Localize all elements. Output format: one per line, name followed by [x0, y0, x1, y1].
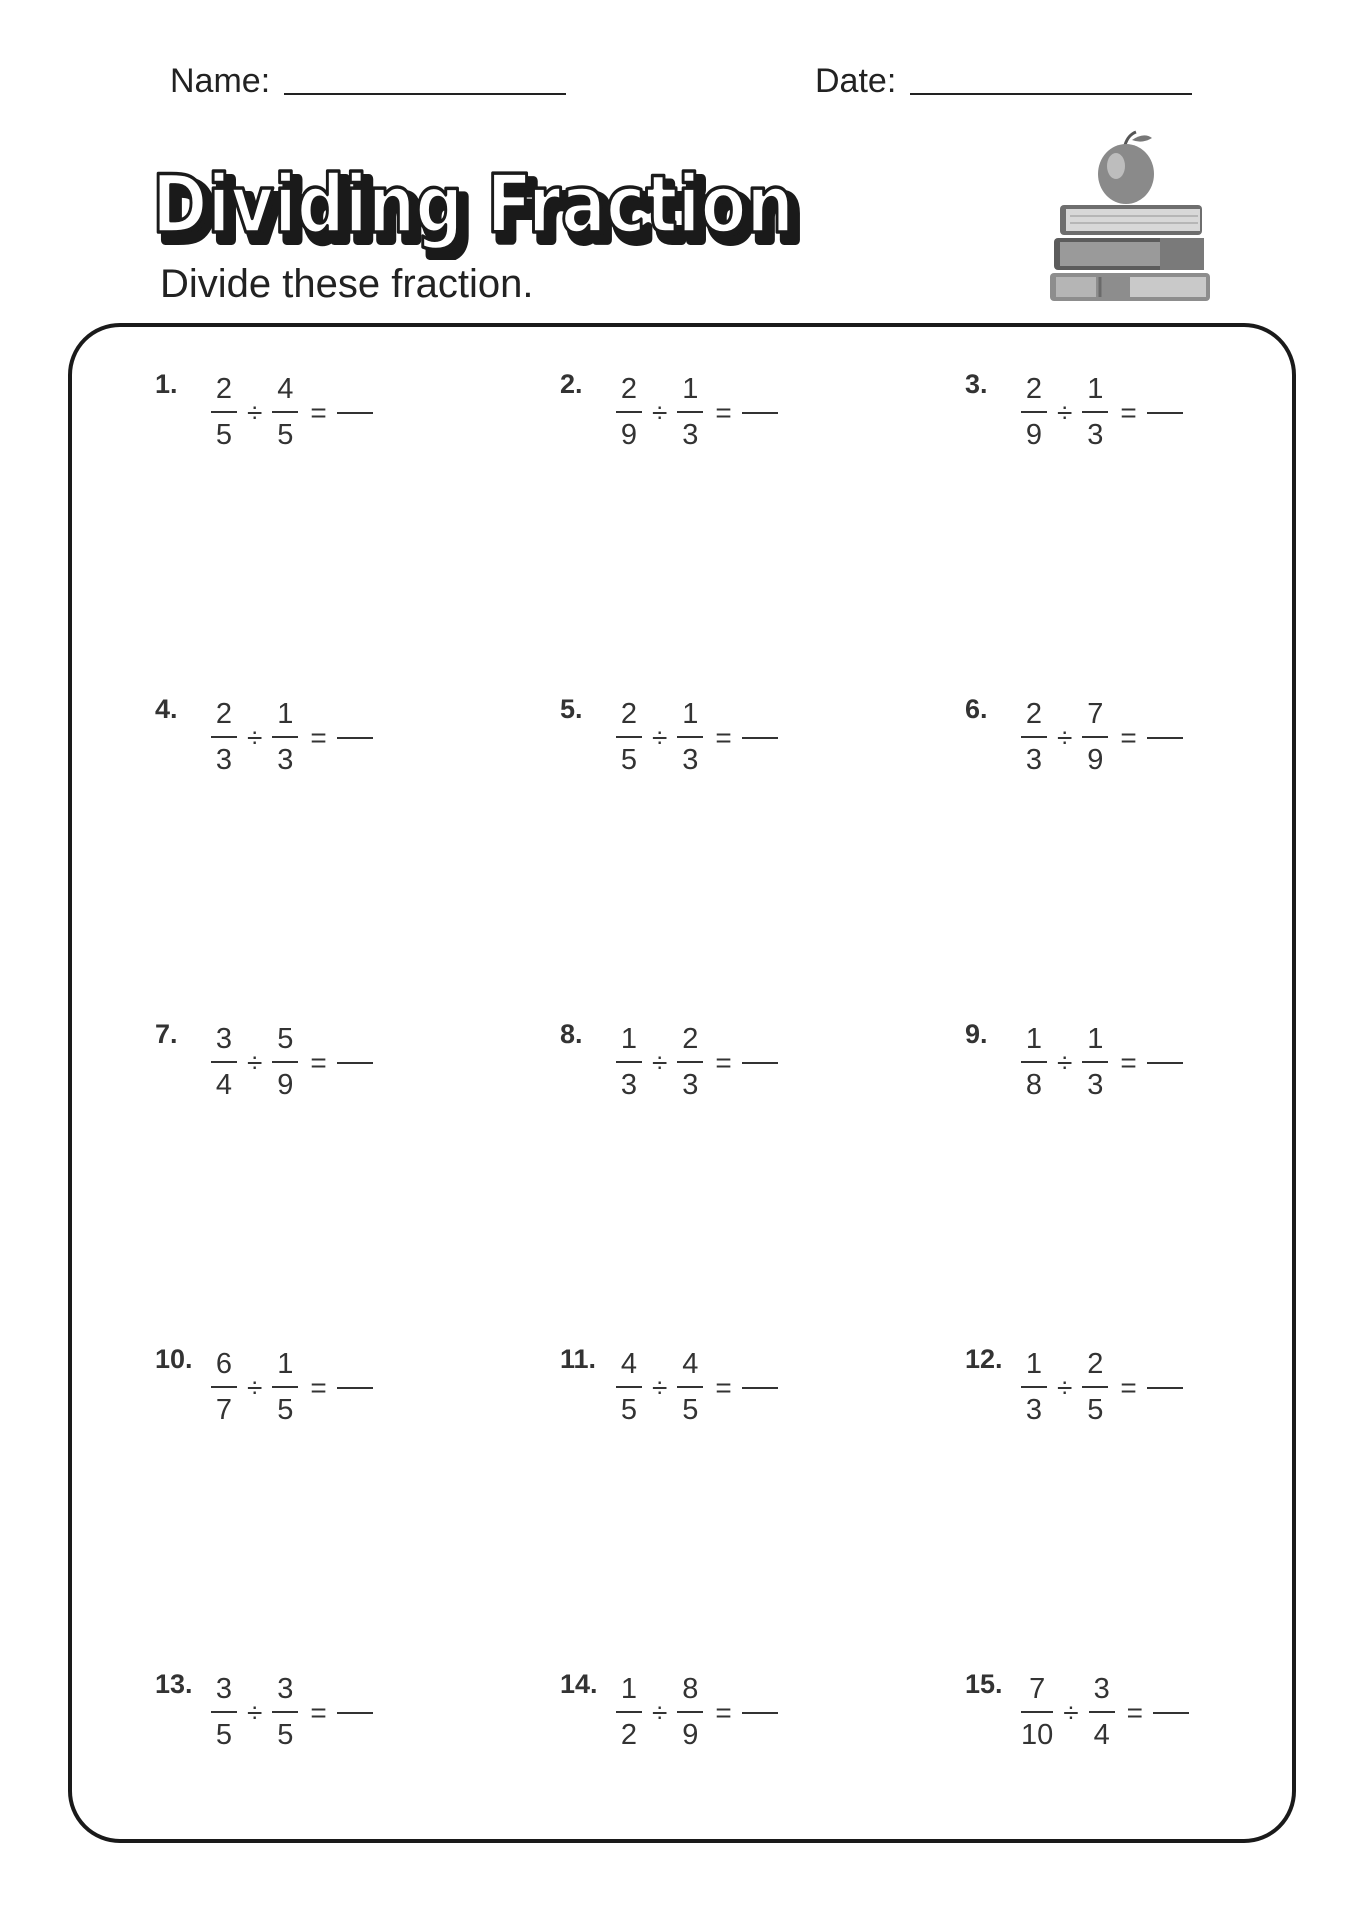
dividend-fraction [211, 1350, 237, 1425]
problem-12 [965, 1344, 1183, 1426]
problem-2 [560, 369, 778, 451]
dividend-denominator: 9 [1025, 419, 1043, 451]
divisor-fraction [677, 1025, 703, 1100]
problem-6 [965, 694, 1183, 776]
divide-sign: ÷ [652, 1696, 668, 1728]
divisor-denominator: 5 [277, 419, 294, 451]
dividend-fraction [1021, 700, 1047, 775]
dividend-numerator: 4 [620, 1348, 638, 1380]
divisor-numerator: 4 [682, 1348, 699, 1380]
problem-number: 8. [560, 1019, 583, 1049]
problem-number: 6. [965, 694, 988, 724]
problem-11 [560, 1344, 778, 1426]
dividend-denominator: 5 [215, 1719, 233, 1751]
divisor-denominator: 5 [1087, 1394, 1104, 1426]
divisor-denominator: 3 [682, 744, 699, 776]
dividend-denominator: 3 [1025, 1394, 1043, 1426]
problem-13 [155, 1669, 373, 1751]
divisor-denominator: 5 [682, 1394, 699, 1426]
problem-number: 5. [560, 694, 583, 724]
divisor-numerator: 7 [1087, 698, 1104, 730]
dividend-numerator: 3 [215, 1023, 233, 1055]
dividend-denominator: 5 [620, 1394, 638, 1426]
answer-blank[interactable] [1147, 412, 1183, 414]
divisor-numerator: 3 [1093, 1673, 1110, 1705]
divisor-fraction [1082, 1350, 1108, 1425]
equals-sign: = [715, 396, 732, 428]
divisor-fraction [272, 1675, 298, 1750]
divide-sign: ÷ [247, 396, 263, 428]
answer-blank[interactable] [337, 1712, 373, 1714]
equals-sign: = [715, 1696, 732, 1728]
problem-number: 2. [560, 369, 583, 399]
equals-sign: = [310, 1371, 327, 1403]
answer-blank[interactable] [1153, 1712, 1189, 1714]
dividend-denominator: 5 [215, 419, 233, 451]
dividend-fraction [616, 700, 642, 775]
dividend-numerator: 6 [215, 1348, 233, 1380]
dividend-denominator: 3 [215, 744, 233, 776]
divisor-denominator: 5 [277, 1719, 294, 1751]
dividend-numerator: 2 [1025, 373, 1043, 405]
divisor-numerator: 4 [277, 373, 294, 405]
problem-1 [155, 369, 373, 451]
divide-sign: ÷ [652, 1371, 668, 1403]
equals-sign: = [1120, 1046, 1137, 1078]
problem-number: 7. [155, 1019, 178, 1049]
answer-blank[interactable] [742, 412, 778, 414]
equals-sign: = [1120, 1371, 1137, 1403]
divisor-numerator: 1 [682, 373, 699, 405]
answer-blank[interactable] [742, 737, 778, 739]
apple-on-books-icon [1040, 130, 1220, 305]
divisor-denominator: 9 [1087, 744, 1104, 776]
problem-5 [560, 694, 778, 776]
dividend-fraction [211, 700, 237, 775]
divide-sign: ÷ [1057, 1371, 1073, 1403]
divisor-numerator: 8 [682, 1673, 699, 1705]
divisor-fraction [272, 700, 298, 775]
answer-blank[interactable] [337, 1387, 373, 1389]
divisor-numerator: 1 [277, 698, 294, 730]
divisor-fraction [1082, 375, 1108, 450]
name-label: Name: [170, 62, 271, 100]
problem-number: 14. [560, 1669, 598, 1699]
equals-sign: = [310, 721, 327, 753]
worksheet-title [150, 150, 810, 260]
divisor-denominator: 3 [1087, 419, 1104, 451]
equals-sign: = [715, 1046, 732, 1078]
problem-number: 13. [155, 1669, 193, 1699]
problem-number: 10. [155, 1344, 193, 1374]
dividend-fraction [1021, 1350, 1047, 1425]
divisor-numerator: 3 [277, 1673, 294, 1705]
divisor-denominator: 9 [682, 1719, 699, 1751]
divisor-numerator: 5 [277, 1023, 294, 1055]
divide-sign: ÷ [247, 1046, 263, 1078]
dividend-fraction [1021, 375, 1047, 450]
divide-sign: ÷ [1063, 1696, 1079, 1728]
dividend-numerator: 1 [620, 1023, 638, 1055]
divisor-fraction [272, 1025, 298, 1100]
equals-sign: = [310, 1696, 327, 1728]
dividend-numerator: 2 [215, 698, 233, 730]
divisor-fraction [272, 1350, 298, 1425]
dividend-denominator: 8 [1025, 1069, 1043, 1101]
dividend-numerator: 7 [1029, 1673, 1046, 1705]
title-text: Dividing Fraction [152, 158, 794, 251]
dividend-fraction [1021, 1025, 1047, 1100]
dividend-numerator: 1 [1025, 1348, 1043, 1380]
divide-sign: ÷ [247, 1696, 263, 1728]
date-label: Date: [815, 62, 897, 100]
divisor-denominator: 5 [277, 1394, 294, 1426]
dividend-denominator: 3 [1025, 744, 1043, 776]
answer-blank[interactable] [1147, 737, 1183, 739]
dividend-fraction [1021, 1675, 1053, 1750]
divisor-fraction [677, 375, 703, 450]
divisor-fraction [272, 375, 298, 450]
instructions: Divide these fraction. [160, 262, 534, 306]
equals-sign: = [1120, 396, 1137, 428]
problem-4 [155, 694, 373, 776]
problem-15 [965, 1669, 1189, 1751]
dividend-fraction [616, 1350, 642, 1425]
answer-blank[interactable] [337, 737, 373, 739]
equals-sign: = [310, 396, 327, 428]
divisor-denominator: 3 [277, 744, 294, 776]
divisor-denominator: 3 [682, 1069, 699, 1101]
divide-sign: ÷ [652, 396, 668, 428]
problem-14 [560, 1669, 778, 1751]
divide-sign: ÷ [1057, 721, 1073, 753]
divisor-fraction [1082, 700, 1108, 775]
date-blank-line[interactable] [910, 92, 1192, 95]
divide-sign: ÷ [247, 1371, 263, 1403]
dividend-denominator: 7 [215, 1394, 233, 1426]
equals-sign: = [1126, 1696, 1143, 1728]
divide-sign: ÷ [652, 721, 668, 753]
problem-number: 15. [965, 1669, 1003, 1699]
dividend-numerator: 3 [215, 1673, 233, 1705]
problem-number: 1. [155, 369, 178, 399]
dividend-fraction [211, 1675, 237, 1750]
divisor-fraction [677, 1350, 703, 1425]
name-field[interactable] [170, 62, 566, 101]
dividend-numerator: 2 [620, 373, 638, 405]
dividend-numerator: 2 [620, 698, 638, 730]
answer-blank[interactable] [1147, 1387, 1183, 1389]
dividend-numerator: 2 [215, 373, 233, 405]
dividend-denominator: 3 [620, 1069, 638, 1101]
equals-sign: = [715, 1371, 732, 1403]
divisor-numerator: 1 [1087, 1023, 1104, 1055]
problem-number: 3. [965, 369, 988, 399]
answer-blank[interactable] [337, 412, 373, 414]
dividend-fraction [616, 375, 642, 450]
divisor-denominator: 3 [682, 419, 699, 451]
problem-number: 11. [560, 1344, 597, 1374]
dividend-denominator: 10 [1021, 1719, 1054, 1751]
divisor-fraction [677, 700, 703, 775]
problem-10 [155, 1344, 373, 1426]
dividend-fraction [211, 1025, 237, 1100]
name-blank-line[interactable] [284, 92, 566, 95]
divisor-fraction [677, 1675, 703, 1750]
dividend-denominator: 2 [620, 1719, 638, 1751]
date-field[interactable] [815, 62, 1192, 101]
dividend-numerator: 2 [1025, 698, 1043, 730]
answer-blank[interactable] [742, 1062, 778, 1064]
divisor-denominator: 3 [1087, 1069, 1104, 1101]
divide-sign: ÷ [1057, 396, 1073, 428]
answer-blank[interactable] [1147, 1062, 1183, 1064]
answer-blank[interactable] [742, 1712, 778, 1714]
divisor-denominator: 4 [1093, 1719, 1110, 1751]
divisor-fraction [1089, 1675, 1115, 1750]
dividend-numerator: 1 [620, 1673, 638, 1705]
divisor-numerator: 1 [277, 1348, 294, 1380]
divisor-numerator: 2 [1087, 1348, 1104, 1380]
problem-8 [560, 1019, 778, 1101]
answer-blank[interactable] [337, 1062, 373, 1064]
dividend-fraction [211, 375, 237, 450]
title-shadow: Dividing Fraction [159, 166, 801, 259]
divisor-denominator: 9 [277, 1069, 294, 1101]
answer-blank[interactable] [742, 1387, 778, 1389]
dividend-numerator: 1 [1025, 1023, 1043, 1055]
equals-sign: = [310, 1046, 327, 1078]
equals-sign: = [715, 721, 732, 753]
divisor-numerator: 1 [682, 698, 699, 730]
problem-3 [965, 369, 1183, 451]
problem-9 [965, 1019, 1183, 1101]
divisor-fraction [1082, 1025, 1108, 1100]
dividend-denominator: 5 [620, 744, 638, 776]
divide-sign: ÷ [1057, 1046, 1073, 1078]
dividend-fraction [616, 1025, 642, 1100]
problem-number: 4. [155, 694, 178, 724]
problem-7 [155, 1019, 373, 1101]
problem-number: 9. [965, 1019, 988, 1049]
divisor-numerator: 2 [682, 1023, 699, 1055]
divide-sign: ÷ [247, 721, 263, 753]
problem-number: 12. [965, 1344, 1003, 1374]
dividend-fraction [616, 1675, 642, 1750]
dividend-denominator: 4 [215, 1069, 233, 1101]
equals-sign: = [1120, 721, 1137, 753]
dividend-denominator: 9 [620, 419, 638, 451]
divide-sign: ÷ [652, 1046, 668, 1078]
divisor-numerator: 1 [1087, 373, 1104, 405]
